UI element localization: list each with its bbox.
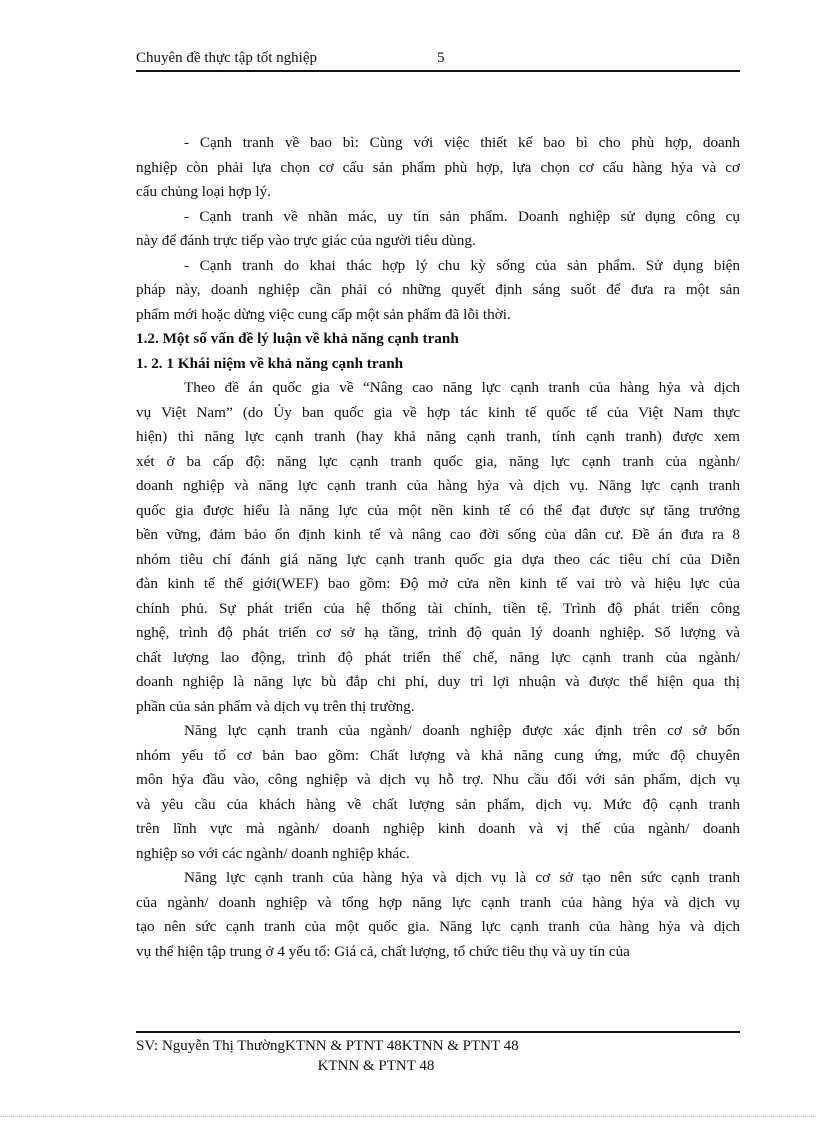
text-line: - Cạnh tranh về bao bì: Cùng với việc thiết kế bao bì cho phù hợp, doanh	[184, 134, 740, 151]
text-line: vụ thể hiện tập trung ở 4 yếu tố: Giá cả, chất lượng, tổ chức tiêu thụ và uy tín của	[136, 942, 630, 960]
text-line: - Cạnh tranh do khai thác hợp lý chu kỳ sống của sản phẩm. Sử dụng biện	[184, 256, 740, 274]
page-bottom-edge	[0, 1116, 816, 1117]
text-line: nghiệp còn phải lựa chọn cơ cấu sản phẩm phù hợp, lựa chọn cơ cấu hàng hỷa và cơ	[136, 158, 740, 176]
text-line: hiện) thì năng lực cạnh tranh (hay khả năng cạnh tranh, tính cạnh tranh) được xem	[136, 428, 740, 445]
text-line: cấu chủng loại hợp lý.	[136, 183, 271, 200]
text-line: nghiệp so với các ngành/ doanh nghiệp khác.	[136, 844, 410, 862]
page-header	[136, 48, 740, 72]
text-line: trên lĩnh vực mà ngành/ doanh nghiệp kinh doanh và vị thế của ngành/ doanh	[136, 820, 740, 837]
paragraph	[136, 866, 740, 964]
paragraph	[136, 254, 740, 328]
text-line: 1.2. Một số vấn đề lý luận về khả năng cạnh tranh	[136, 330, 459, 347]
footer-class-line: KTNN & PTNT 48	[317, 1058, 435, 1074]
footer-student-line: SV: Nguyễn Thị ThườngKTNN & PTNT 48KTNN & PTNT 48	[136, 1038, 519, 1054]
text-line: chất lượng lao động, trình độ phát triển thể chế, năng lực cạnh tranh của ngành/	[136, 648, 740, 666]
paragraph	[136, 376, 740, 719]
text-line: Năng lực cạnh tranh của ngành/ doanh nghiệp được xác định trên cơ sở bốn	[184, 722, 740, 739]
text-line: phẩm mới hoặc dừng việc cung cấp một sản phẩm đã lỗi thời.	[136, 305, 511, 323]
text-line: 1. 2. 1 Khái niệm về khả năng cạnh tranh	[136, 354, 404, 372]
page-number: 5	[437, 50, 445, 66]
text-line: quốc gia được hiểu là năng lực của một nền kinh tế có thể đạt được sự tăng trưởng	[136, 501, 740, 519]
text-line: phần của sản phẩm và dịch vụ trên thị trường.	[136, 697, 415, 715]
paragraph	[136, 131, 740, 205]
text-line: Theo đề án quốc gia về “Nâng cao năng lực cạnh tranh của hàng hỷa và dịch	[184, 379, 740, 396]
document-body	[136, 131, 740, 964]
text-line: xét ở ba cấp độ: năng lực cạnh tranh quốc gia, năng lực cạnh tranh của ngành/	[136, 452, 740, 470]
page-footer	[136, 1036, 606, 1076]
text-line: này để đánh trực tiếp vào trực giác của người tiêu dùng.	[136, 232, 476, 249]
text-line: nhóm yếu tố cơ bản bao gồm: Chất lượng và khả năng cung ứng, mức độ chuyên	[136, 746, 740, 764]
text-line: và yêu cầu của khách hàng về chất lượng sản phẩm, dịch vụ. Mức độ cạnh tranh	[136, 795, 740, 813]
text-line: của ngành/ doanh nghiệp và tổng hợp năng lực cạnh tranh của hàng hỷa và dịch vụ	[136, 893, 740, 911]
text-line: nghệ, trình độ phát triển cơ sở hạ tầng, trình độ quản lý doanh nghiệp. Số lượng và	[136, 624, 740, 641]
paragraph	[136, 205, 740, 254]
text-line: vụ Việt Nam” (do Ủy ban quốc gia về hợp tác kinh tế quốc tế của Việt Nam thực	[136, 403, 740, 421]
text-line: Năng lực cạnh tranh của hàng hỷa và dịch vụ là cơ sở tạo nên sức cạnh tranh	[184, 869, 740, 886]
header-title: Chuyên đề thực tập tốt nghiệp	[136, 50, 318, 66]
text-line: doanh nghiệp là năng lực bù đắp chi phí, duy trì lợi nhuận và được thể hiện qua thị	[136, 673, 740, 690]
text-line: môn hỷa đầu vào, công nghiệp và dịch vụ hỗ trợ. Nhu cầu đối với sản phẩm, dịch vụ	[136, 771, 740, 788]
text-line: doanh nghiệp và năng lực cạnh tranh của hàng hỷa và dịch vụ. Năng lực cạnh tranh	[136, 477, 740, 494]
text-line: nhóm tiêu chí đánh giá năng lực cạnh tranh quốc gia dựa theo các tiêu chí của Diễn	[136, 550, 740, 568]
text-line: chính phủ. Sự phát triển của hệ thống tài chính, tiền tệ. Trình độ phát triển công	[136, 599, 740, 617]
section-heading	[136, 327, 740, 352]
paragraph	[136, 719, 740, 866]
text-line: - Cạnh tranh về nhãn mác, uy tín sản phẩm. Doanh nghiệp sử dụng công cụ	[184, 207, 740, 225]
text-line: bền vững, đảm bảo ổn định kinh tế và nâng cao đời sống của dân cư. Đề án đưa ra 8	[136, 526, 740, 543]
text-line: tạo nên sức cạnh tranh của một quốc gia. Năng lực cạnh tranh của hàng hỷa và dịch	[136, 918, 740, 935]
text-line: đàn kinh tế thế giới(WEF) bao gồm: Độ mở cửa nền kinh tế vai trò và hiệu lực của	[136, 575, 740, 592]
footer-rule	[136, 1031, 740, 1033]
section-heading	[136, 352, 740, 377]
text-line: pháp này, doanh nghiệp cần phải có những quyết định sáng suốt để đưa ra một sản	[136, 281, 740, 298]
